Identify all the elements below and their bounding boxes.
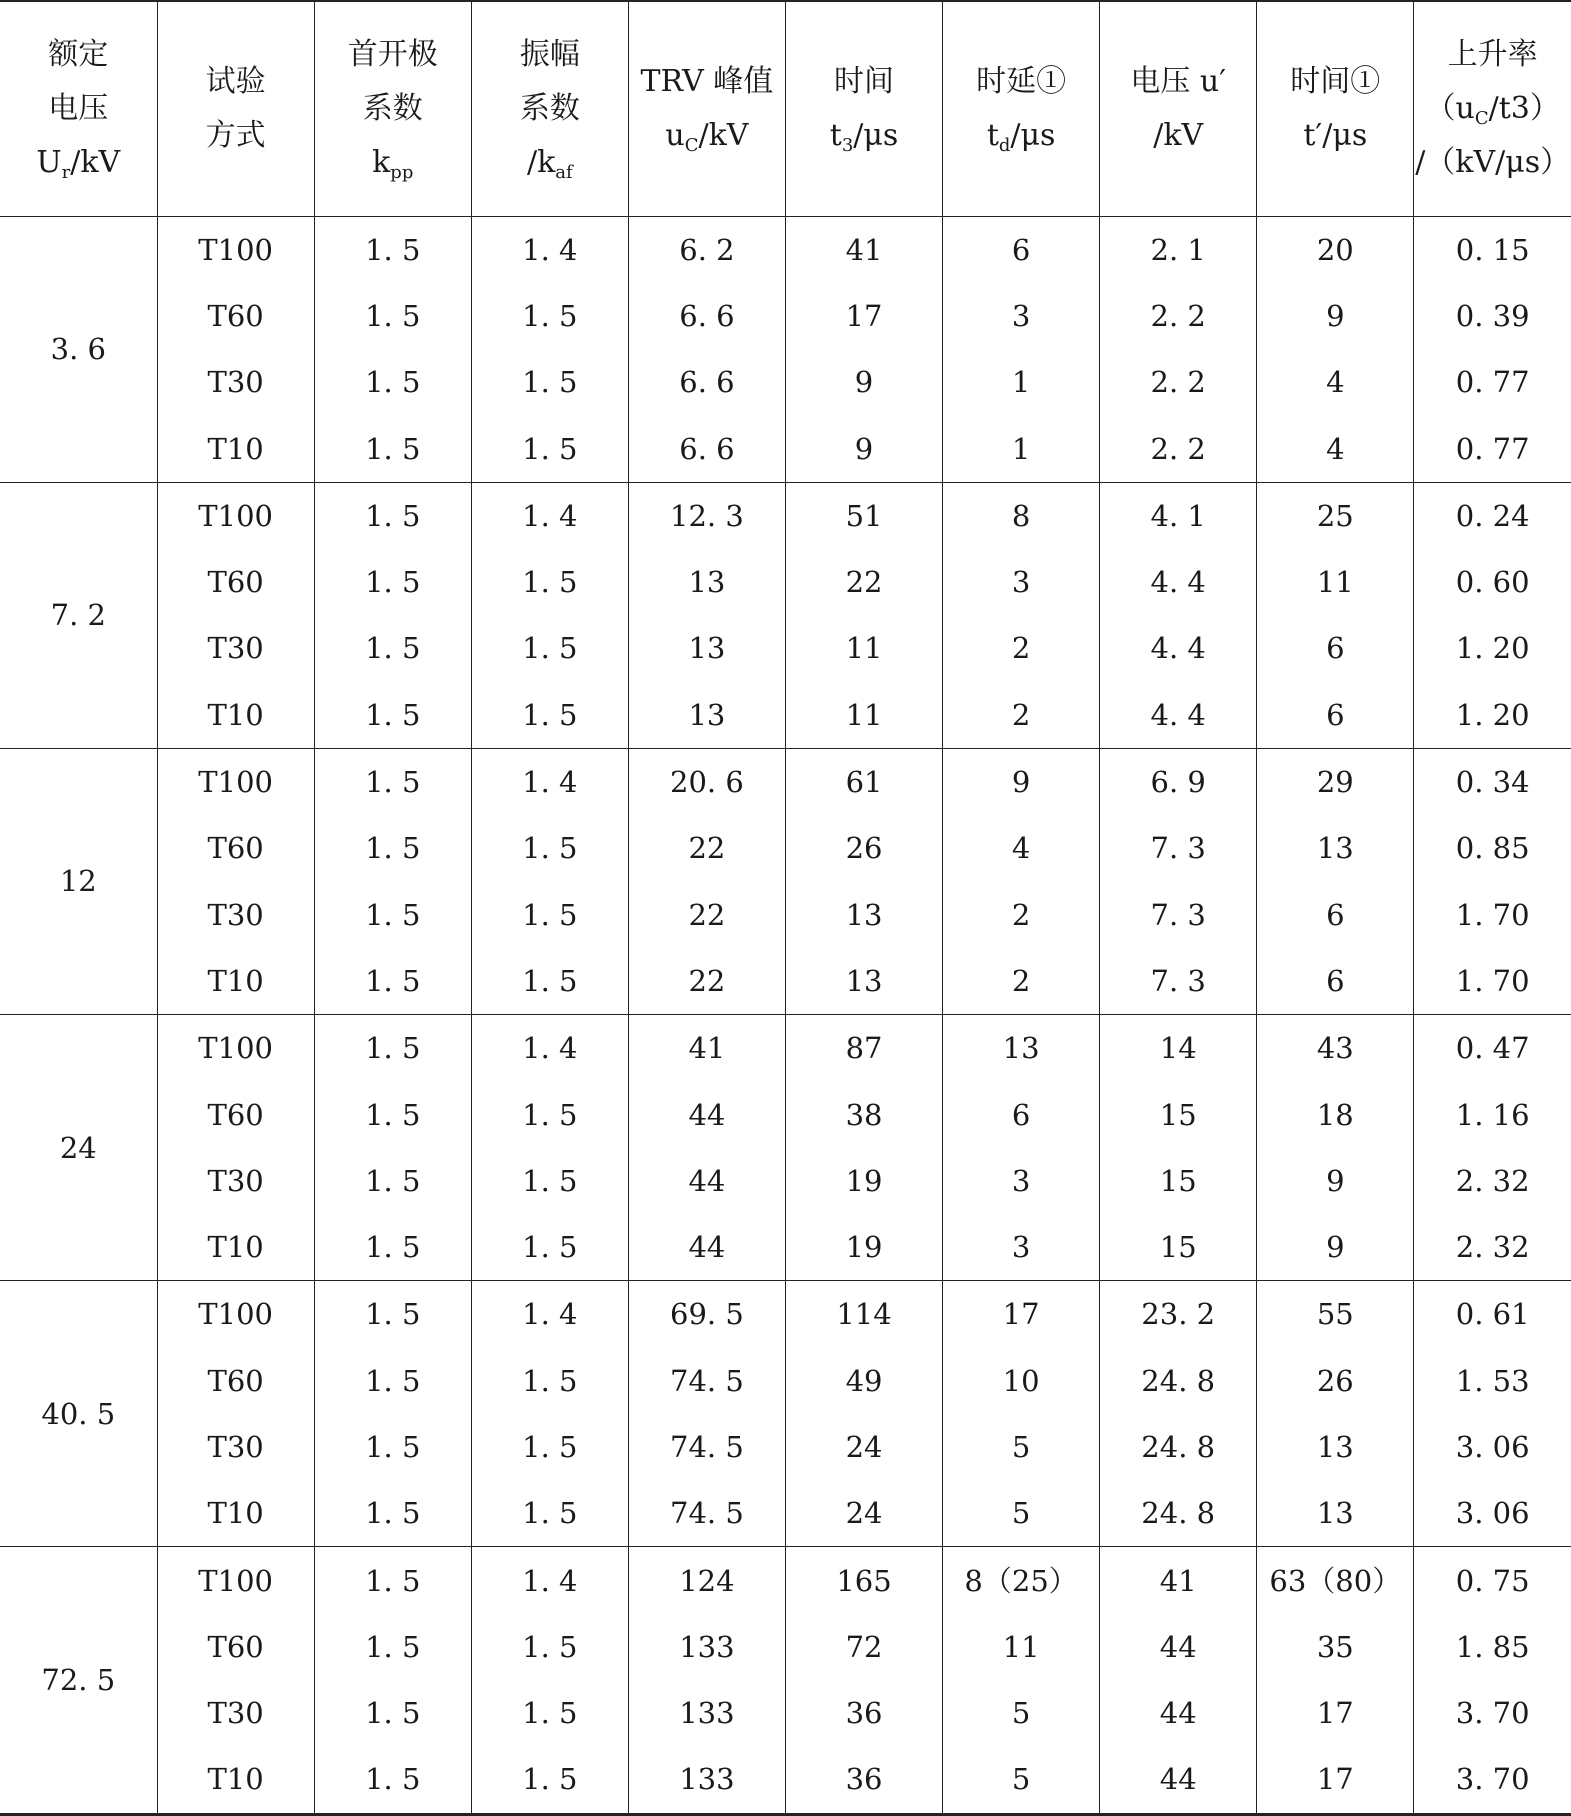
delay-td-cell: 4 — [943, 815, 1100, 881]
amplitude-factor-cell: 1. 5 — [471, 682, 628, 749]
time-t3-cell: 49 — [785, 1348, 942, 1414]
time-t-prime-cell: 25 — [1257, 482, 1414, 549]
header-delay-td: 时延① $t_d/\mu s$ — [943, 1, 1100, 216]
rated-voltage-cell: 24 — [0, 1015, 157, 1281]
first-pole-factor-cell: 1. 5 — [314, 1746, 471, 1814]
amplitude-factor-cell: 1. 4 — [471, 216, 628, 283]
trv-peak-cell: 6. 2 — [628, 216, 785, 283]
header-test-mode: 试验 方式 — [157, 1, 314, 216]
test-mode-cell: T60 — [157, 549, 314, 615]
rise-rate-cell: 0. 77 — [1414, 415, 1571, 482]
voltage-u-prime-cell: 4. 4 — [1100, 682, 1257, 749]
first-pole-factor-cell: 1. 5 — [314, 948, 471, 1015]
trv-peak-cell: 6. 6 — [628, 349, 785, 415]
trv-peak-cell: 6. 6 — [628, 415, 785, 482]
table-row — [0, 615, 1571, 681]
voltage-u-prime-cell: 44 — [1100, 1746, 1257, 1814]
time-t-prime-cell: 35 — [1257, 1614, 1414, 1680]
first-pole-factor-cell: 1. 5 — [314, 1348, 471, 1414]
time-t3-cell: 72 — [785, 1614, 942, 1680]
rated-voltage-cell: 72. 5 — [0, 1547, 157, 1814]
rise-rate-cell: 0. 75 — [1414, 1547, 1571, 1614]
table-header — [0, 1, 1571, 216]
trv-peak-cell: 22 — [628, 815, 785, 881]
test-mode-cell: T10 — [157, 1746, 314, 1814]
trv-peak-cell: 13 — [628, 549, 785, 615]
rise-rate-cell: 1. 53 — [1414, 1348, 1571, 1414]
table-row — [0, 682, 1571, 749]
table-row — [0, 1348, 1571, 1414]
rise-rate-cell: 2. 32 — [1414, 1214, 1571, 1281]
time-t3-cell: 11 — [785, 615, 942, 681]
delay-td-cell: 17 — [943, 1281, 1100, 1348]
first-pole-factor-cell: 1. 5 — [314, 1281, 471, 1348]
first-pole-factor-cell: 1. 5 — [314, 1148, 471, 1214]
amplitude-factor-cell: 1. 5 — [471, 1214, 628, 1281]
rise-rate-cell: 2. 32 — [1414, 1148, 1571, 1214]
delay-td-cell: 8 — [943, 482, 1100, 549]
voltage-u-prime-cell: 24. 8 — [1100, 1348, 1257, 1414]
table-row — [0, 1214, 1571, 1281]
time-t3-cell: 9 — [785, 349, 942, 415]
time-t-prime-cell: 6 — [1257, 948, 1414, 1015]
table-row — [0, 1148, 1571, 1214]
time-t3-cell: 11 — [785, 682, 942, 749]
test-mode-cell: T60 — [157, 1081, 314, 1147]
table-row — [0, 482, 1571, 549]
amplitude-factor-cell: 1. 5 — [471, 881, 628, 947]
time-t-prime-cell: 20 — [1257, 216, 1414, 283]
test-mode-cell: T100 — [157, 748, 314, 815]
rise-rate-cell: 0. 34 — [1414, 748, 1571, 815]
header-first-pole-factor: 首开极 系数 $k_{pp}$ — [314, 1, 471, 216]
time-t3-cell: 36 — [785, 1746, 942, 1814]
table-row — [0, 881, 1571, 947]
delay-td-cell: 9 — [943, 748, 1100, 815]
voltage-u-prime-cell: 7. 3 — [1100, 815, 1257, 881]
delay-td-cell: 6 — [943, 1081, 1100, 1147]
amplitude-factor-cell: 1. 5 — [471, 549, 628, 615]
delay-td-cell: 5 — [943, 1746, 1100, 1814]
delay-td-cell: 2 — [943, 682, 1100, 749]
table-row — [0, 1680, 1571, 1746]
table-row — [0, 415, 1571, 482]
time-t-prime-cell: 13 — [1257, 1480, 1414, 1547]
test-mode-cell: T30 — [157, 349, 314, 415]
first-pole-factor-cell: 1. 5 — [314, 482, 471, 549]
rise-rate-cell: 3. 70 — [1414, 1746, 1571, 1814]
header-trv-peak: TRV 峰值 $u_C/kV$ — [628, 1, 785, 216]
table-row — [0, 1281, 1571, 1348]
table-row — [0, 1015, 1571, 1082]
test-mode-cell: T30 — [157, 881, 314, 947]
delay-td-cell: 6 — [943, 216, 1100, 283]
delay-td-cell: 2 — [943, 948, 1100, 1015]
voltage-u-prime-cell: 2. 1 — [1100, 216, 1257, 283]
voltage-u-prime-cell: 2. 2 — [1100, 283, 1257, 349]
time-t3-cell: 24 — [785, 1480, 942, 1547]
rise-rate-cell: 0. 24 — [1414, 482, 1571, 549]
trv-peak-cell: 41 — [628, 1015, 785, 1082]
delay-td-cell: 5 — [943, 1680, 1100, 1746]
amplitude-factor-cell: 1. 5 — [471, 1680, 628, 1746]
trv-peak-cell: 69. 5 — [628, 1281, 785, 1348]
first-pole-factor-cell: 1. 5 — [314, 1081, 471, 1147]
delay-td-cell: 10 — [943, 1348, 1100, 1414]
trv-peak-cell: 133 — [628, 1746, 785, 1814]
rise-rate-cell: 0. 39 — [1414, 283, 1571, 349]
rise-rate-cell: 0. 61 — [1414, 1281, 1571, 1348]
table-row — [0, 1746, 1571, 1814]
voltage-u-prime-cell: 15 — [1100, 1081, 1257, 1147]
test-mode-cell: T60 — [157, 1614, 314, 1680]
first-pole-factor-cell: 1. 5 — [314, 682, 471, 749]
header-time-t-prime: 时间① t′/μs — [1257, 1, 1414, 216]
trv-peak-cell: 13 — [628, 682, 785, 749]
time-t-prime-cell: 6 — [1257, 881, 1414, 947]
voltage-u-prime-cell: 24. 8 — [1100, 1480, 1257, 1547]
table-row — [0, 1414, 1571, 1480]
time-t3-cell: 165 — [785, 1547, 942, 1614]
test-mode-cell: T10 — [157, 948, 314, 1015]
amplitude-factor-cell: 1. 4 — [471, 1547, 628, 1614]
trv-peak-cell: 133 — [628, 1680, 785, 1746]
delay-td-cell: 1 — [943, 349, 1100, 415]
time-t3-cell: 13 — [785, 881, 942, 947]
amplitude-factor-cell: 1. 4 — [471, 1015, 628, 1082]
first-pole-factor-cell: 1. 5 — [314, 349, 471, 415]
trv-peak-cell: 124 — [628, 1547, 785, 1614]
voltage-u-prime-cell: 14 — [1100, 1015, 1257, 1082]
first-pole-factor-cell: 1. 5 — [314, 415, 471, 482]
test-mode-cell: T30 — [157, 1414, 314, 1480]
amplitude-factor-cell: 1. 5 — [471, 948, 628, 1015]
table-row — [0, 1081, 1571, 1147]
delay-td-cell: 8（25） — [943, 1547, 1100, 1614]
time-t-prime-cell: 9 — [1257, 1214, 1414, 1281]
voltage-u-prime-cell: 4. 4 — [1100, 615, 1257, 681]
first-pole-factor-cell: 1. 5 — [314, 216, 471, 283]
amplitude-factor-cell: 1. 5 — [471, 815, 628, 881]
voltage-u-prime-cell: 41 — [1100, 1547, 1257, 1614]
time-t-prime-cell: 13 — [1257, 815, 1414, 881]
time-t-prime-cell: 11 — [1257, 549, 1414, 615]
header-amplitude-factor: 振幅 系数 $/k_{af}$ — [471, 1, 628, 216]
amplitude-factor-cell: 1. 4 — [471, 748, 628, 815]
test-mode-cell: T30 — [157, 1148, 314, 1214]
amplitude-factor-cell: 1. 5 — [471, 1746, 628, 1814]
rise-rate-cell: 0. 85 — [1414, 815, 1571, 881]
test-mode-cell: T100 — [157, 1015, 314, 1082]
time-t3-cell: 61 — [785, 748, 942, 815]
rated-voltage-cell: 40. 5 — [0, 1281, 157, 1547]
rise-rate-cell: 1. 70 — [1414, 948, 1571, 1015]
amplitude-factor-cell: 1. 5 — [471, 415, 628, 482]
delay-td-cell: 1 — [943, 415, 1100, 482]
time-t-prime-cell: 9 — [1257, 283, 1414, 349]
time-t-prime-cell: 17 — [1257, 1680, 1414, 1746]
trv-peak-cell: 20. 6 — [628, 748, 785, 815]
first-pole-factor-cell: 1. 5 — [314, 881, 471, 947]
rise-rate-cell: 1. 70 — [1414, 881, 1571, 947]
voltage-u-prime-cell: 4. 1 — [1100, 482, 1257, 549]
time-t3-cell: 19 — [785, 1148, 942, 1214]
time-t-prime-cell: 9 — [1257, 1148, 1414, 1214]
first-pole-factor-cell: 1. 5 — [314, 1547, 471, 1614]
trv-peak-cell: 133 — [628, 1614, 785, 1680]
delay-td-cell: 3 — [943, 549, 1100, 615]
rise-rate-cell: 0. 77 — [1414, 349, 1571, 415]
rated-voltage-cell: 7. 2 — [0, 482, 157, 748]
time-t3-cell: 13 — [785, 948, 942, 1015]
first-pole-factor-cell: 1. 5 — [314, 549, 471, 615]
test-mode-cell: T60 — [157, 283, 314, 349]
time-t-prime-cell: 55 — [1257, 1281, 1414, 1348]
test-mode-cell: T100 — [157, 482, 314, 549]
rise-rate-cell: 3. 06 — [1414, 1414, 1571, 1480]
amplitude-factor-cell: 1. 5 — [471, 1348, 628, 1414]
test-mode-cell: T60 — [157, 815, 314, 881]
first-pole-factor-cell: 1. 5 — [314, 1015, 471, 1082]
voltage-u-prime-cell: 7. 3 — [1100, 881, 1257, 947]
voltage-u-prime-cell: 44 — [1100, 1614, 1257, 1680]
delay-td-cell: 2 — [943, 881, 1100, 947]
trv-peak-cell: 13 — [628, 615, 785, 681]
delay-td-cell: 5 — [943, 1414, 1100, 1480]
table-row — [0, 283, 1571, 349]
time-t3-cell: 114 — [785, 1281, 942, 1348]
rise-rate-cell: 3. 06 — [1414, 1480, 1571, 1547]
time-t3-cell: 51 — [785, 482, 942, 549]
amplitude-factor-cell: 1. 5 — [471, 1081, 628, 1147]
trv-peak-cell: 44 — [628, 1214, 785, 1281]
delay-td-cell: 13 — [943, 1015, 1100, 1082]
rated-voltage-cell: 12 — [0, 748, 157, 1014]
amplitude-factor-cell: 1. 5 — [471, 1148, 628, 1214]
test-mode-cell: T60 — [157, 1348, 314, 1414]
rise-rate-cell: 0. 60 — [1414, 549, 1571, 615]
time-t3-cell: 24 — [785, 1414, 942, 1480]
voltage-u-prime-cell: 15 — [1100, 1148, 1257, 1214]
header-rise-rate: 上升率 $(u_C/t3)$ /（kV/μs） — [1414, 1, 1571, 216]
amplitude-factor-cell: 1. 5 — [471, 615, 628, 681]
trv-peak-cell: 74. 5 — [628, 1480, 785, 1547]
voltage-u-prime-cell: 4. 4 — [1100, 549, 1257, 615]
delay-td-cell: 2 — [943, 615, 1100, 681]
test-mode-cell: T30 — [157, 615, 314, 681]
time-t-prime-cell: 6 — [1257, 682, 1414, 749]
trv-peak-cell: 6. 6 — [628, 283, 785, 349]
trv-peak-cell: 44 — [628, 1081, 785, 1147]
first-pole-factor-cell: 1. 5 — [314, 1680, 471, 1746]
delay-td-cell: 3 — [943, 283, 1100, 349]
time-t3-cell: 9 — [785, 415, 942, 482]
voltage-u-prime-cell: 6. 9 — [1100, 748, 1257, 815]
amplitude-factor-cell: 1. 5 — [471, 349, 628, 415]
first-pole-factor-cell: 1. 5 — [314, 615, 471, 681]
time-t-prime-cell: 29 — [1257, 748, 1414, 815]
rise-rate-cell: 3. 70 — [1414, 1680, 1571, 1746]
test-mode-cell: T10 — [157, 682, 314, 749]
trv-peak-cell: 12. 3 — [628, 482, 785, 549]
table-body — [0, 216, 1571, 1814]
trv-peak-cell: 74. 5 — [628, 1414, 785, 1480]
test-mode-cell: T100 — [157, 216, 314, 283]
voltage-u-prime-cell: 23. 2 — [1100, 1281, 1257, 1348]
delay-td-cell: 3 — [943, 1148, 1100, 1214]
time-t-prime-cell: 17 — [1257, 1746, 1414, 1814]
time-t3-cell: 17 — [785, 283, 942, 349]
time-t-prime-cell: 6 — [1257, 615, 1414, 681]
amplitude-factor-cell: 1. 5 — [471, 1480, 628, 1547]
delay-td-cell: 3 — [943, 1214, 1100, 1281]
voltage-u-prime-cell: 24. 8 — [1100, 1414, 1257, 1480]
amplitude-factor-cell: 1. 5 — [471, 283, 628, 349]
time-t-prime-cell: 18 — [1257, 1081, 1414, 1147]
first-pole-factor-cell: 1. 5 — [314, 748, 471, 815]
first-pole-factor-cell: 1. 5 — [314, 1480, 471, 1547]
time-t3-cell: 38 — [785, 1081, 942, 1147]
test-mode-cell: T10 — [157, 415, 314, 482]
time-t3-cell: 26 — [785, 815, 942, 881]
trv-peak-cell: 44 — [628, 1148, 785, 1214]
table-row — [0, 748, 1571, 815]
voltage-u-prime-cell: 15 — [1100, 1214, 1257, 1281]
time-t3-cell: 41 — [785, 216, 942, 283]
first-pole-factor-cell: 1. 5 — [314, 1214, 471, 1281]
time-t-prime-cell: 4 — [1257, 349, 1414, 415]
test-mode-cell: T10 — [157, 1214, 314, 1281]
rise-rate-cell: 1. 16 — [1414, 1081, 1571, 1147]
table-row — [0, 948, 1571, 1015]
rise-rate-cell: 1. 20 — [1414, 682, 1571, 749]
table-row — [0, 1480, 1571, 1547]
time-t-prime-cell: 43 — [1257, 1015, 1414, 1082]
amplitude-factor-cell: 1. 5 — [471, 1614, 628, 1680]
rise-rate-cell: 0. 47 — [1414, 1015, 1571, 1082]
delay-td-cell: 11 — [943, 1614, 1100, 1680]
voltage-u-prime-cell: 2. 2 — [1100, 349, 1257, 415]
time-t-prime-cell: 26 — [1257, 1348, 1414, 1414]
time-t3-cell: 22 — [785, 549, 942, 615]
time-t3-cell: 36 — [785, 1680, 942, 1746]
time-t3-cell: 19 — [785, 1214, 942, 1281]
trv-peak-cell: 22 — [628, 881, 785, 947]
time-t-prime-cell: 63（80） — [1257, 1547, 1414, 1614]
header-row — [0, 1, 1571, 216]
test-mode-cell: T10 — [157, 1480, 314, 1547]
delay-td-cell: 5 — [943, 1480, 1100, 1547]
header-voltage-u-prime: 电压 u′ /kV — [1100, 1, 1257, 216]
header-rated-voltage: 额定 电压 $U_r/kV$ — [0, 1, 157, 216]
rise-rate-cell: 0. 15 — [1414, 216, 1571, 283]
first-pole-factor-cell: 1. 5 — [314, 283, 471, 349]
table-row — [0, 349, 1571, 415]
first-pole-factor-cell: 1. 5 — [314, 815, 471, 881]
trv-peak-cell: 22 — [628, 948, 785, 1015]
table-row — [0, 1547, 1571, 1614]
voltage-u-prime-cell: 44 — [1100, 1680, 1257, 1746]
time-t3-cell: 87 — [785, 1015, 942, 1082]
test-mode-cell: T30 — [157, 1680, 314, 1746]
first-pole-factor-cell: 1. 5 — [314, 1614, 471, 1680]
table-row — [0, 1614, 1571, 1680]
time-t-prime-cell: 4 — [1257, 415, 1414, 482]
table-row — [0, 815, 1571, 881]
rated-voltage-cell: 3. 6 — [0, 216, 157, 482]
amplitude-factor-cell: 1. 4 — [471, 1281, 628, 1348]
test-mode-cell: T100 — [157, 1281, 314, 1348]
amplitude-factor-cell: 1. 5 — [471, 1414, 628, 1480]
amplitude-factor-cell: 1. 4 — [471, 482, 628, 549]
table-row — [0, 216, 1571, 283]
test-mode-cell: T100 — [157, 1547, 314, 1614]
voltage-u-prime-cell: 7. 3 — [1100, 948, 1257, 1015]
table-row — [0, 549, 1571, 615]
trv-peak-cell: 74. 5 — [628, 1348, 785, 1414]
voltage-u-prime-cell: 2. 2 — [1100, 415, 1257, 482]
rise-rate-cell: 1. 20 — [1414, 615, 1571, 681]
rise-rate-cell: 1. 85 — [1414, 1614, 1571, 1680]
first-pole-factor-cell: 1. 5 — [314, 1414, 471, 1480]
header-time-t3: 时间 $t_3/\mu s$ — [785, 1, 942, 216]
time-t-prime-cell: 13 — [1257, 1414, 1414, 1480]
